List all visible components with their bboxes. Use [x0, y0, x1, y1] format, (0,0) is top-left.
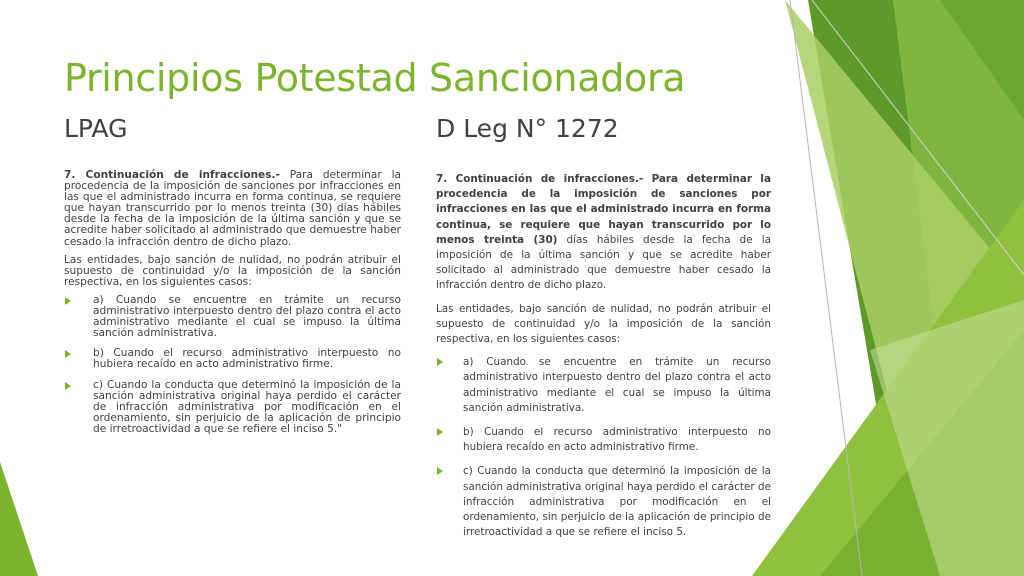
bullet-arrow-icon — [437, 467, 443, 475]
intro-text: días hábiles desde la fecha de la imposición de la última sanción y que se acredite haber solicitado al administrado que demuestre haber cesado la infracción dentro de dicho plazo. — [436, 233, 771, 292]
intro-bold: 7. Continuación de infracciones.- Para determinar la procedencia de la imposición de sanciones por infracciones en las que el administrado incurra en forma continua, se requiere que hayan transcurrido por lo menos treinta (30) — [436, 173, 771, 246]
list-item — [64, 380, 401, 435]
case-list — [436, 355, 771, 540]
intro-bold: 7. Continuación de infracciones.- — [64, 169, 280, 181]
cases-paragraph: Las entidades, bajo sanción de nulidad, no podrán atribuir el supuesto de continuidad y/o la imposición de la sanción respectiva, en los siguientes casos: — [436, 302, 771, 346]
list-item-text: a) Cuando se encuentre en trámite un recurso administrativo interpuesto dentro del plazo contra el acto administrativo mediante el cual se impuso la última sanción administrativa. — [93, 293, 401, 340]
intro-text: Para determinar la procedencia de la imposición de sanciones por infracciones en las que el administrado incurra en forma continua, se requiere que hayan transcurrido por lo menos treinta (30) días hábiles desde la fecha de la imposición de la última sanción y que se acredite haber solicitado al administrado que demuestre haber cesado la infracción dentro de dicho plazo. — [64, 169, 402, 248]
list-item-text: b) Cuando el recurso administrativo interpuesto no hubiera recaído en acto administrativo firme. — [463, 426, 771, 454]
intro-paragraph — [64, 170, 401, 248]
list-item — [436, 425, 771, 455]
list-item-text: c) Cuando la conducta que determinó la imposición de la sanción administrativa original haya perdido el carácter de infracción administrativa por modificación en el ordenamiento, sin perjuicio de la aplicación de principio de irretroactividad a que se refiere el inciso 5. — [463, 465, 771, 539]
list-item-text: a) Cuando se encuentre en trámite un recurso administrativo interpuesto dentro del plazo contra el acto administrativo mediante el cual se impuso la última sanción administrativa. — [463, 356, 771, 414]
bullet-arrow-icon — [437, 428, 443, 436]
column-heading-dleg: D Leg N° 1272 — [436, 114, 619, 143]
list-item — [64, 295, 401, 339]
column-dleg — [436, 172, 771, 549]
column-lpag — [64, 170, 401, 444]
list-item-text: b) Cuando el recurso administrativo interpuesto no hubiera recaído en acto administrativo firme. — [93, 347, 401, 371]
bullet-arrow-icon — [65, 350, 71, 358]
intro-paragraph — [436, 172, 771, 294]
list-item — [64, 348, 401, 370]
bullet-arrow-icon — [65, 382, 71, 390]
cases-paragraph: Las entidades, bajo sanción de nulidad, no podrán atribuir el supuesto de continuidad y/o la imposición de la sanción respectiva, en los siguientes casos: — [64, 253, 401, 288]
case-list — [64, 295, 401, 435]
bullet-arrow-icon — [437, 358, 443, 366]
corner-triangle-bottom-left — [0, 462, 38, 576]
bullet-arrow-icon — [65, 297, 71, 305]
slide-title: Principios Potestad Sancionadora — [64, 56, 686, 100]
list-item-text: c) Cuando la conducta que determinó la imposición de la sanción administrativa original haya perdido el carácter de infracción administrativa por modificación en el ordenamiento, sin perjuicio de la aplicación de principio de irretroactividad a que se refiere el inciso 5." — [93, 378, 401, 435]
list-item — [436, 464, 771, 540]
list-item — [436, 355, 771, 416]
column-heading-lpag: LPAG — [64, 114, 128, 143]
